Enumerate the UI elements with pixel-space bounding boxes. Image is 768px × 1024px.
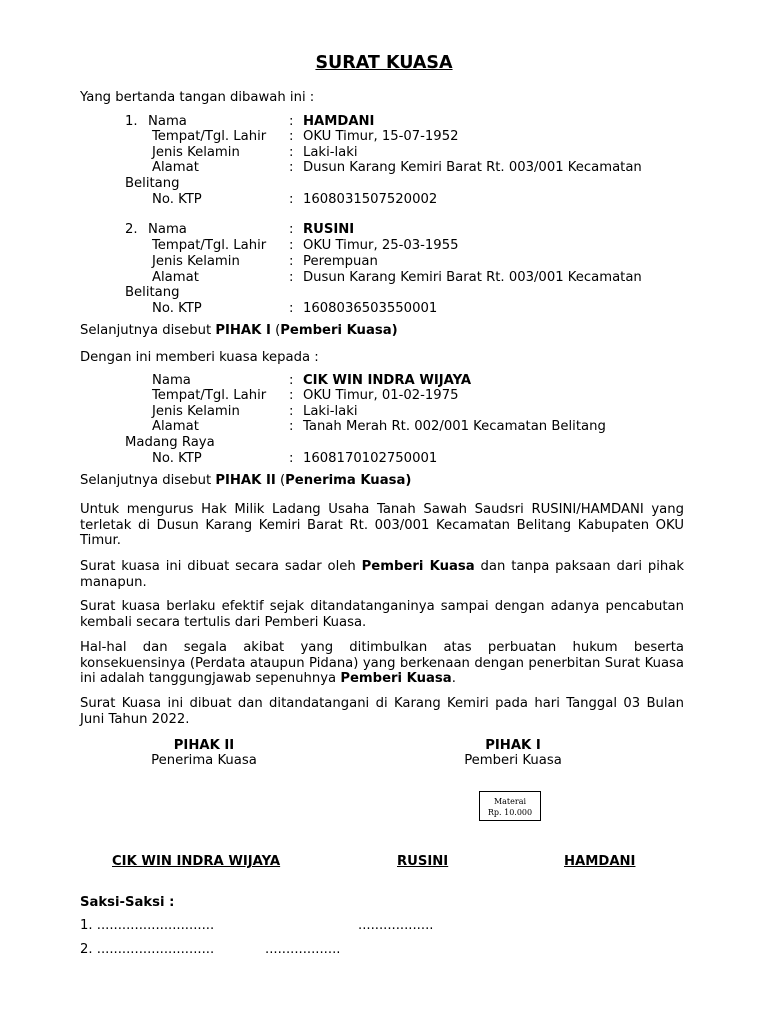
party2-gender-label: Jenis Kelamin (152, 254, 240, 269)
colon: : (289, 373, 294, 388)
para2-text-a: Surat kuasa ini dibuat secara sadar oleh (80, 559, 362, 574)
colon: : (289, 129, 294, 144)
party1-ttl: OKU Timur, 15-07-1952 (303, 129, 459, 144)
receiver-ktp: 1608170102750001 (303, 451, 438, 466)
colon: : (289, 192, 294, 207)
intro-text: Yang bertanda tangan dibawah ini : (80, 90, 315, 105)
party2-ktp: 1608036503550001 (303, 301, 438, 316)
receiver-name-label: Nama (152, 373, 191, 388)
receiver-address: Tanah Merah Rt. 002/001 Kecamatan Belitang (303, 419, 606, 434)
party2-ttl-label: Tempat/Tgl. Lahir (152, 238, 267, 253)
colon: : (289, 270, 294, 285)
party2-name-label: Nama (148, 222, 187, 237)
pihak2-paren: ( (275, 473, 286, 488)
colon: : (289, 419, 294, 434)
paragraph-validity: Surat kuasa berlaku efektif sejak ditandatanganinya sampai dengan adanya pencabutan kembali secara tertulis dari Pemberi Kuasa. (80, 599, 684, 630)
pihak1-paren: ( (270, 323, 281, 338)
colon: : (289, 238, 294, 253)
receiver-ttl: OKU Timur, 01-02-1975 (303, 388, 459, 403)
document-title: SURAT KUASA (315, 53, 453, 73)
party1-gender: Laki-laki (303, 145, 358, 160)
pihak1-prefix: Selanjutnya disebut (80, 323, 216, 338)
party1-name-label: Nama (148, 114, 187, 129)
party1-number: 1. (125, 114, 138, 129)
party2-ttl: OKU Timur, 25-03-1955 (303, 238, 459, 253)
pihak2-sign-title: PIHAK II (173, 738, 235, 753)
witness-1-line-a: 1. ............................ (80, 918, 215, 933)
pihak1-label: PIHAK I (215, 323, 271, 338)
para4-text-c: . (451, 671, 456, 687)
party2-name: RUSINI (303, 222, 355, 237)
party2-address: Dusun Karang Kemiri Barat Rt. 003/001 Kecamatan (303, 270, 642, 285)
paragraph-liability (80, 640, 684, 687)
party2-address-label: Alamat (152, 270, 199, 285)
pihak2-prefix: Selanjutnya disebut (80, 473, 216, 488)
signer-hamdani: HAMDANI (564, 854, 636, 869)
pihak1-role: Pemberi Kuasa) (280, 323, 398, 338)
colon: : (289, 145, 294, 160)
party1-ktp-label: No. KTP (152, 192, 202, 207)
witness-2-line-a: 2. ............................ (80, 942, 215, 957)
party2-gender: Perempuan (303, 254, 378, 269)
party1-gender-label: Jenis Kelamin (152, 145, 240, 160)
pihak2-label: PIHAK II (215, 473, 276, 488)
colon: : (289, 301, 294, 316)
party1-ttl-label: Tempat/Tgl. Lahir (152, 129, 267, 144)
para4-bold: Pemberi Kuasa (340, 671, 452, 687)
party2-address-cont: Belitang (125, 285, 180, 300)
para4-text-a: Hal-hal dan segala akibat yang ditimbulkan atas perbuatan hukum beserta konsekuensinya (Perdata ataupun Pidana) yang berkenaan dengan penerbitan Surat Kuasa ini adalah tanggungjawab sepenuhnya (80, 640, 684, 687)
receiver-address-cont: Madang Raya (125, 435, 215, 450)
paragraph-purpose: Untuk mengurus Hak Milik Ladang Usaha Tanah Sawah Saudsri RUSINI/HAMDANI yang terletak di Dusun Karang Kemiri Barat Rt. 003/001 Kecamatan Belitang Kabupaten OKU Timur. (80, 502, 684, 549)
materai-value: Rp. 10.000 (487, 808, 533, 817)
pihak1-sign-title: PIHAK I (485, 738, 541, 753)
party1-name: HAMDANI (303, 114, 375, 129)
memberi-kuasa-text: Dengan ini memberi kuasa kepada : (80, 350, 319, 365)
pihak2-line (80, 473, 411, 489)
pihak1-line (80, 323, 398, 339)
materai-label: Materai (493, 797, 527, 806)
receiver-name: CIK WIN INDRA WIJAYA (303, 373, 472, 388)
colon: : (289, 254, 294, 269)
party1-address-label: Alamat (152, 160, 199, 175)
witness-1-line-b: .................. (358, 918, 434, 933)
paragraph-date: Surat Kuasa ini dibuat dan ditandatangani di Karang Kemiri pada hari Tanggal 03 Bulan Juni Tahun 2022. (80, 696, 684, 727)
pihak2-sign-sub: Penerima Kuasa (151, 753, 257, 768)
party2-ktp-label: No. KTP (152, 301, 202, 316)
materai-stamp-box (479, 791, 541, 821)
receiver-ktp-label: No. KTP (152, 451, 202, 466)
colon: : (289, 404, 294, 419)
para2-bold: Pemberi Kuasa (361, 559, 475, 574)
witness-2-line-b: .................. (265, 942, 341, 957)
pihak1-sign-sub: Pemberi Kuasa (464, 753, 562, 768)
party1-ktp: 1608031507520002 (303, 192, 438, 207)
party2-number: 2. (125, 222, 138, 237)
para2-text-c: dan tanpa paksaan dari pihak manapun. (80, 559, 684, 590)
witnesses-title: Saksi-Saksi : (80, 895, 175, 910)
receiver-address-label: Alamat (152, 419, 199, 434)
colon: : (289, 451, 294, 466)
receiver-gender-label: Jenis Kelamin (152, 404, 240, 419)
receiver-gender: Laki-laki (303, 404, 358, 419)
receiver-ttl-label: Tempat/Tgl. Lahir (152, 388, 267, 403)
signer-rusini: RUSINI (397, 854, 449, 869)
pihak2-role: Penerima Kuasa) (285, 473, 412, 488)
colon: : (289, 388, 294, 403)
party1-address-cont: Belitang (125, 176, 180, 191)
colon: : (289, 114, 294, 129)
colon: : (289, 160, 294, 175)
signer-cik-win: CIK WIN INDRA WIJAYA (112, 854, 281, 869)
paragraph-voluntary (80, 559, 684, 590)
colon: : (289, 222, 294, 237)
party1-address: Dusun Karang Kemiri Barat Rt. 003/001 Kecamatan (303, 160, 642, 175)
